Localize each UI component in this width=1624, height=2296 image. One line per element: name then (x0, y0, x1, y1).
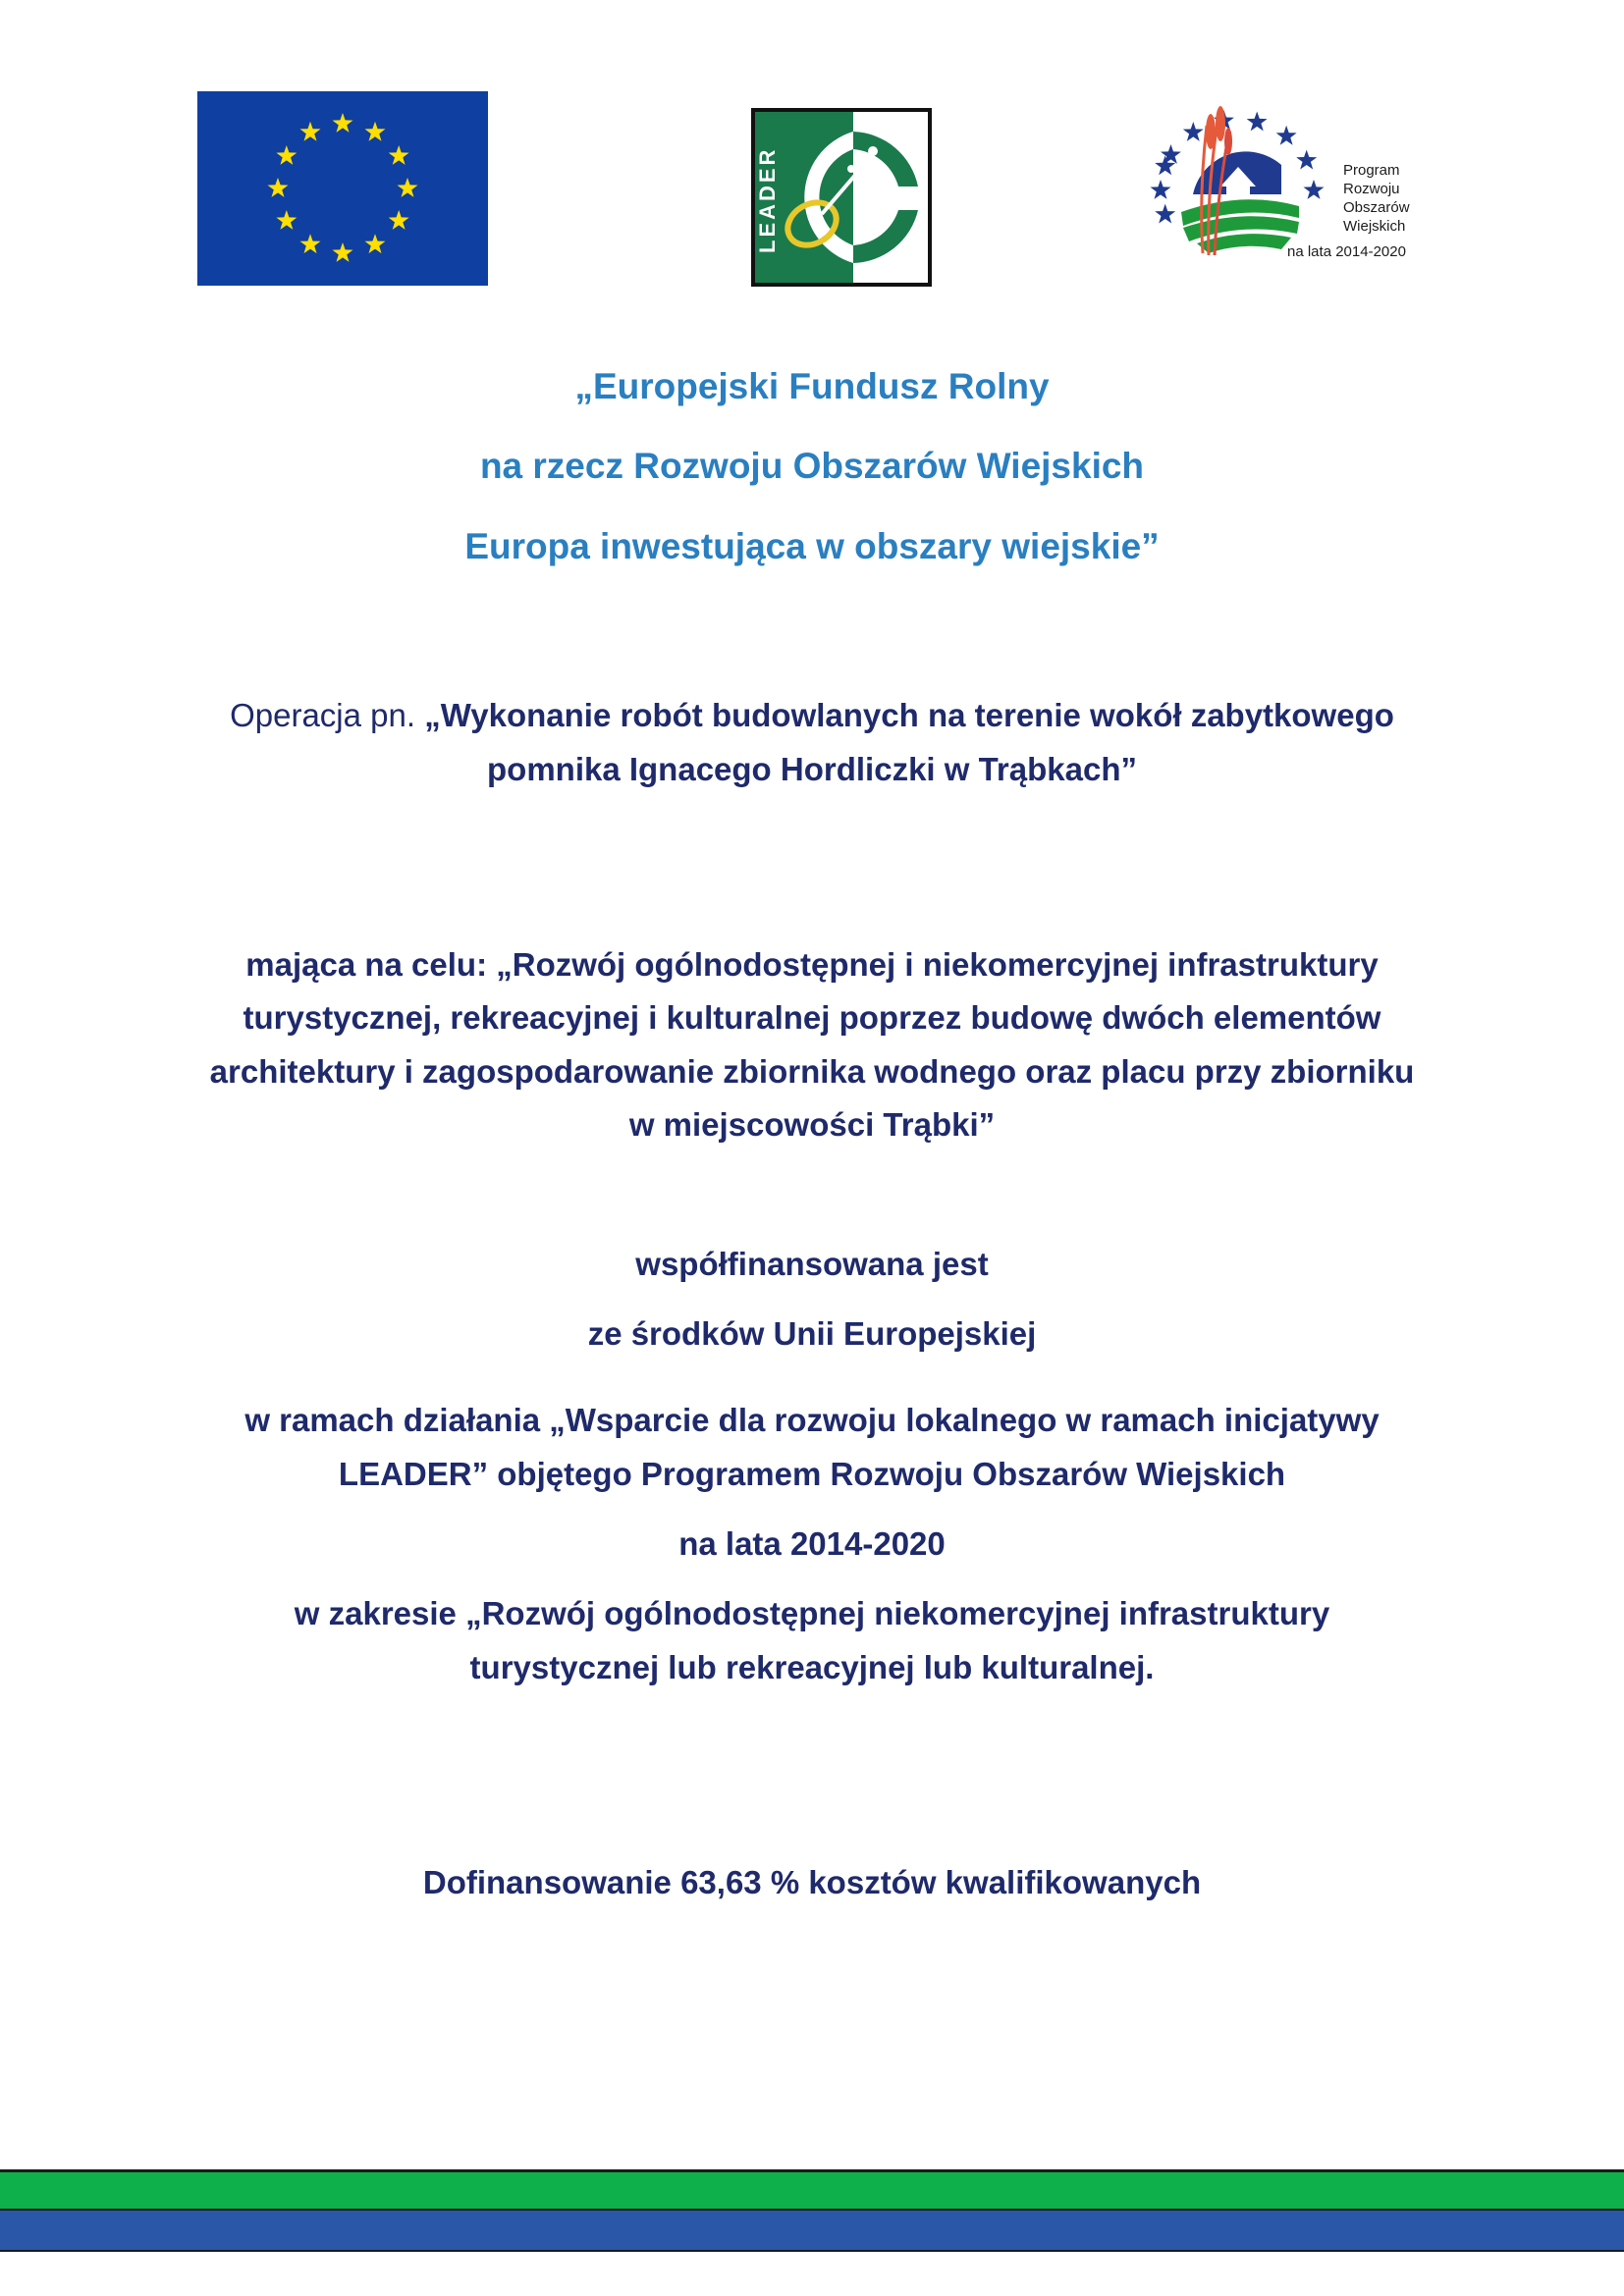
prow-star-icon (1155, 204, 1175, 224)
prow-years: na lata 2014-2020 (1287, 243, 1406, 260)
funding-line-4: LEADER” objętego Programem Rozwoju Obszarów Wiejskich (338, 1456, 1286, 1492)
leader-logo-icon (751, 108, 932, 287)
goal-line-4: w miejscowości Trąbki” (628, 1106, 996, 1143)
prow-logo (1134, 96, 1546, 273)
operation-prefix: Operacja pn. (230, 697, 425, 733)
fund-title-line-2: na rzecz Rozwoju Obszarów Wiejskich (479, 446, 1145, 486)
eu-flag-icon (197, 91, 488, 286)
prow-star-icon (1296, 150, 1317, 170)
prow-logo-text (1343, 161, 1410, 236)
prow-line-2: Rozwoju (1343, 181, 1400, 197)
funding-line-5: na lata 2014-2020 (678, 1525, 946, 1562)
prow-star-icon (1276, 126, 1297, 145)
funding-line-6: w zakresie „Rozwój ogólnodostępnej niekomercyjnej infrastruktury (294, 1595, 1330, 1631)
operation-title: „Wykonanie robót budowlanych na terenie wokół zabytkowego (424, 697, 1394, 733)
logo-bar (0, 0, 1624, 314)
funding-line-1: współfinansowana jest (635, 1246, 989, 1282)
prow-star-icon (1304, 180, 1325, 199)
prow-star-icon (1247, 112, 1268, 132)
fund-title-line-3: Europa inwestująca w obszary wiejskie” (464, 526, 1160, 566)
prow-line-3: Obszarów (1343, 199, 1410, 216)
prow-star-icon (1151, 180, 1171, 199)
prow-line-4: Wiejskich (1343, 218, 1406, 235)
fund-title-line-1: „Europejski Fundusz Rolny (574, 366, 1050, 406)
goal-line-1: mająca na celu: „Rozwój ogólnodostępnej i niekomercyjnej infrastruktury (245, 946, 1379, 983)
prow-star-icon (1183, 122, 1204, 141)
funding-line-7: turystycznej lub rekreacyjnej lub kulturalnej. (469, 1649, 1155, 1685)
leader-logo-text: LEADER (755, 146, 780, 253)
funding-line-2: ze środków Unii Europejskiej (587, 1315, 1037, 1352)
footer-stripe-green (0, 2169, 1624, 2209)
footer-stripe-blue (0, 2209, 1624, 2252)
goal-line-2: turystycznej, rekreacyjnej i kulturalnej poprzez budowę dwóch elementów (243, 999, 1381, 1036)
funding-line-3: w ramach działania „Wsparcie dla rozwoju lokalnego w ramach inicjatywy (244, 1402, 1380, 1438)
cofinancing-text: Dofinansowanie 63,63 % kosztów kwalifikowanych (422, 1864, 1202, 1900)
operation-line-2: pomnika Ignacego Hordliczki w Trąbkach” (487, 751, 1137, 787)
goal-line-3: architektury i zagospodarowanie zbiornika wodnego oraz placu przy zbiorniku (209, 1053, 1415, 1090)
operation-line-1 (0, 696, 1624, 735)
prow-line-1: Program (1343, 162, 1400, 179)
